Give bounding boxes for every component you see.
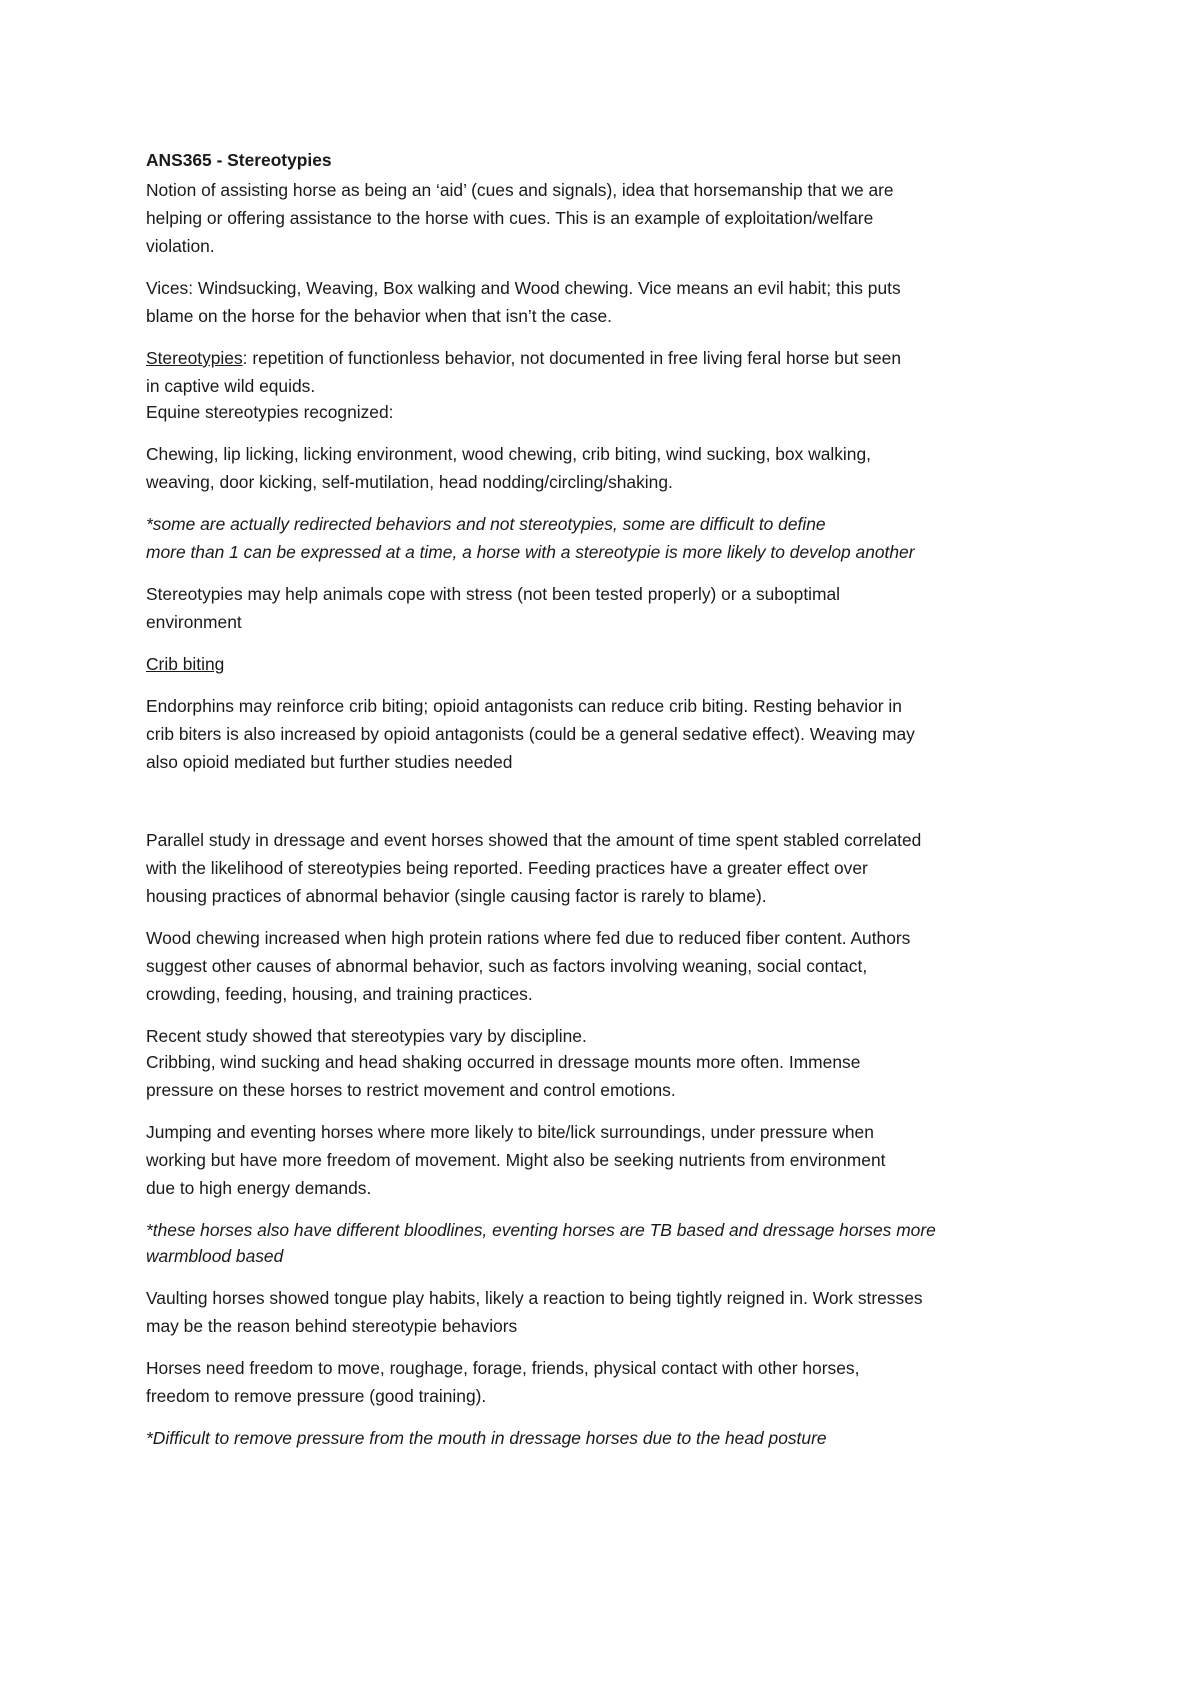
paragraph-line: Parallel study in dressage and event horses showed that the amount of time spent stabled correlated (146, 830, 922, 850)
paragraph-line: in captive wild equids. (146, 376, 316, 396)
paragraph-line: suggest other causes of abnormal behavior, such as factors involving weaning, social contact, (146, 956, 868, 976)
paragraph-line: due to high energy demands. (146, 1178, 372, 1198)
stereotypies-definition-line (146, 344, 901, 372)
paragraph-line: housing practices of abnormal behavior (single causing factor is rarely to blame). (146, 886, 767, 906)
paragraph-line: crowding, feeding, housing, and training practices. (146, 984, 533, 1004)
paragraph-line: freedom to remove pressure (good training). (146, 1386, 487, 1406)
stereotypies-term: Stereotypies (146, 348, 243, 368)
paragraph-line: Notion of assisting horse as being an ‘aid’ (cues and signals), idea that horsemanship that we are (146, 180, 894, 200)
paragraph-line: may be the reason behind stereotypie behaviors (146, 1316, 518, 1336)
italic-note-line: more than 1 can be expressed at a time, a horse with a stereotypie is more likely to develop another (146, 542, 915, 562)
paragraph-line: helping or offering assistance to the horse with cues. This is an example of exploitation/welfare (146, 208, 874, 228)
paragraph-line: with the likelihood of stereotypies being reported. Feeding practices have a greater effect over (146, 858, 868, 878)
paragraph-line: violation. (146, 236, 215, 256)
paragraph-line: working but have more freedom of movement. Might also be seeking nutrients from environment (146, 1150, 886, 1170)
paragraph-line: Jumping and eventing horses where more likely to bite/lick surroundings, under pressure when (146, 1122, 874, 1142)
paragraph-line: also opioid mediated but further studies needed (146, 752, 513, 772)
paragraph-line: weaving, door kicking, self-mutilation, head nodding/circling/shaking. (146, 472, 673, 492)
paragraph-line: Endorphins may reinforce crib biting; opioid antagonists can reduce crib biting. Resting behavior in (146, 696, 902, 716)
paragraph-line: Cribbing, wind sucking and head shaking occurred in dressage mounts more often. Immense (146, 1052, 861, 1072)
document-title: ANS365 - Stereotypies (146, 150, 332, 170)
definition-text: : repetition of functionless behavior, not documented in free living feral horse but seen (242, 348, 902, 368)
paragraph-line: Equine stereotypies recognized: (146, 402, 394, 422)
paragraph-line: Vaulting horses showed tongue play habits, likely a reaction to being tightly reigned in. Work stresses (146, 1288, 923, 1308)
paragraph-line: Recent study showed that stereotypies vary by discipline. (146, 1026, 587, 1046)
paragraph-line: Horses need freedom to move, roughage, forage, friends, physical contact with other horses, (146, 1358, 860, 1378)
paragraph-line: environment (146, 612, 242, 632)
paragraph-line: Wood chewing increased when high protein rations where fed due to reduced fiber content. Authors (146, 928, 911, 948)
paragraph-line: pressure on these horses to restrict movement and control emotions. (146, 1080, 676, 1100)
paragraph-line: Vices: Windsucking, Weaving, Box walking and Wood chewing. Vice means an evil habit; this puts (146, 278, 901, 298)
italic-note-line: warmblood based (146, 1246, 284, 1266)
paragraph-line: Stereotypies may help animals cope with stress (not been tested properly) or a suboptimal (146, 584, 841, 604)
section-heading-crib-biting: Crib biting (146, 654, 225, 674)
italic-note-line: *some are actually redirected behaviors and not stereotypies, some are difficult to define (146, 514, 826, 534)
paragraph-line: blame on the horse for the behavior when that isn’t the case. (146, 306, 612, 326)
italic-note-line: *these horses also have different bloodlines, eventing horses are TB based and dressage horses more (146, 1220, 936, 1240)
paragraph-line: crib biters is also increased by opioid antagonists (could be a general sedative effect). Weaving may (146, 724, 915, 744)
italic-note-line: *Difficult to remove pressure from the mouth in dressage horses due to the head posture (146, 1428, 827, 1448)
paragraph-line: Chewing, lip licking, licking environment, wood chewing, crib biting, wind sucking, box walking, (146, 444, 871, 464)
